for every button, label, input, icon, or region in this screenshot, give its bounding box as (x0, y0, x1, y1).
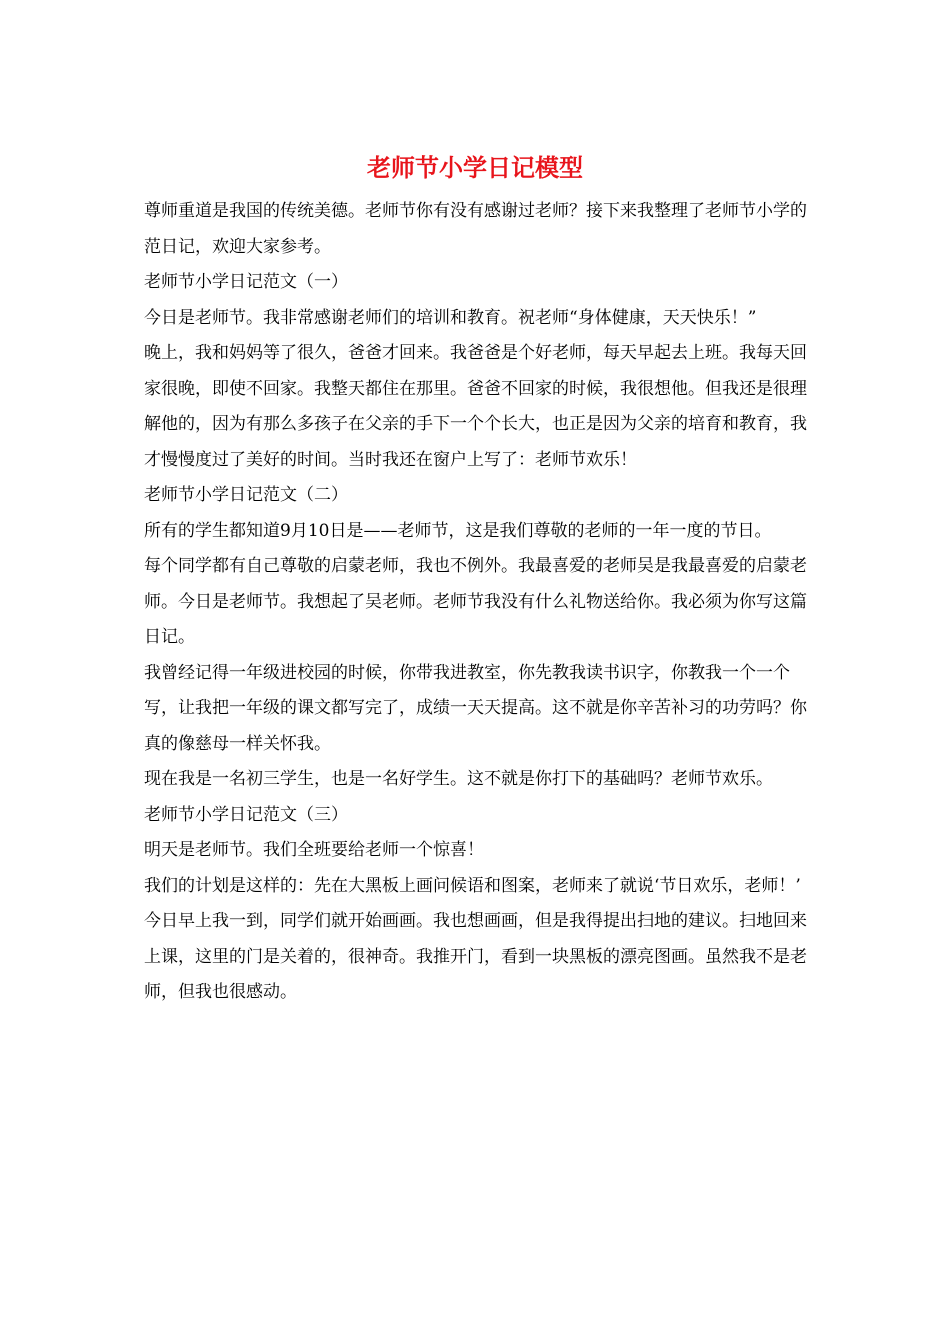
paragraph: 每个同学都有自己尊敬的启蒙老师，我也不例外。我最喜爱的老师吴是我最喜爱的启蒙老师。今日是老师节。我想起了吴老师。老师节我没有什么礼物送给你。我必须为你写这篇日记。 (144, 556, 807, 647)
paragraph: 所有的学生都知道9月10日是——老师节，这是我们尊敬的老师的一年一度的节日。 (144, 520, 772, 541)
paragraph: 我曾经记得一年级进校园的时候，你带我进教室，你先教我读书识字，你教我一个一个写，让我把一年级的课文都写完了，成绩一天天提高。这不就是你辛苦补习的功劳吗？你真的像慈母一样关怀我。 (144, 662, 807, 754)
section-heading: 老师节小学日记范文（三） (144, 804, 348, 825)
paragraph: 现在我是一名初三学生，也是一名好学生。这不就是你打下的基础吗？老师节欢乐。 (144, 769, 773, 789)
paragraph: 今日早上我一到，同学们就开始画画。我也想画画，但是我得提出扫地的建议。扫地回来上课，这里的门是关着的，很神奇。我推开门，看到一块黑板的漂亮图画。虽然我不是老师，但我也很感动。 (144, 911, 807, 1002)
paragraph: 晚上，我和妈妈等了很久，爸爸才回来。我爸爸是个好老师，每天早起去上班。我每天回家很晚，即使不回家。我整天都住在那里。爸爸不回家的时候，我很想他。但我还是很理解他的，因为有那么多孩子在父亲的手下一个个长大，也正是因为父亲的培育和教育，我才慢慢度过了美好的时间。当时我还在窗户上写了：老师节欢乐！ (144, 343, 807, 470)
paragraph: 今日是老师节。我非常感谢老师们的培训和教育。祝老师“身体健康，天天快乐！” (144, 307, 757, 328)
section-heading: 老师节小学日记范文（二） (144, 485, 348, 505)
paragraph: 明天是老师节。我们全班要给老师一个惊喜！ (144, 840, 484, 860)
document-body (144, 194, 808, 1011)
document-title: 老师节小学日记模型 (367, 154, 583, 182)
paragraph: 我们的计划是这样的：先在大黑板上画问候语和图案，老师来了就说‘节日欢乐，老师！’ (144, 875, 801, 896)
section-heading: 老师节小学日记范文（一） (144, 272, 348, 292)
paragraph: 尊师重道是我国的传统美德。老师节你有没有感谢过老师？接下来我整理了老师节小学的范日记，欢迎大家参考。 (144, 201, 807, 257)
